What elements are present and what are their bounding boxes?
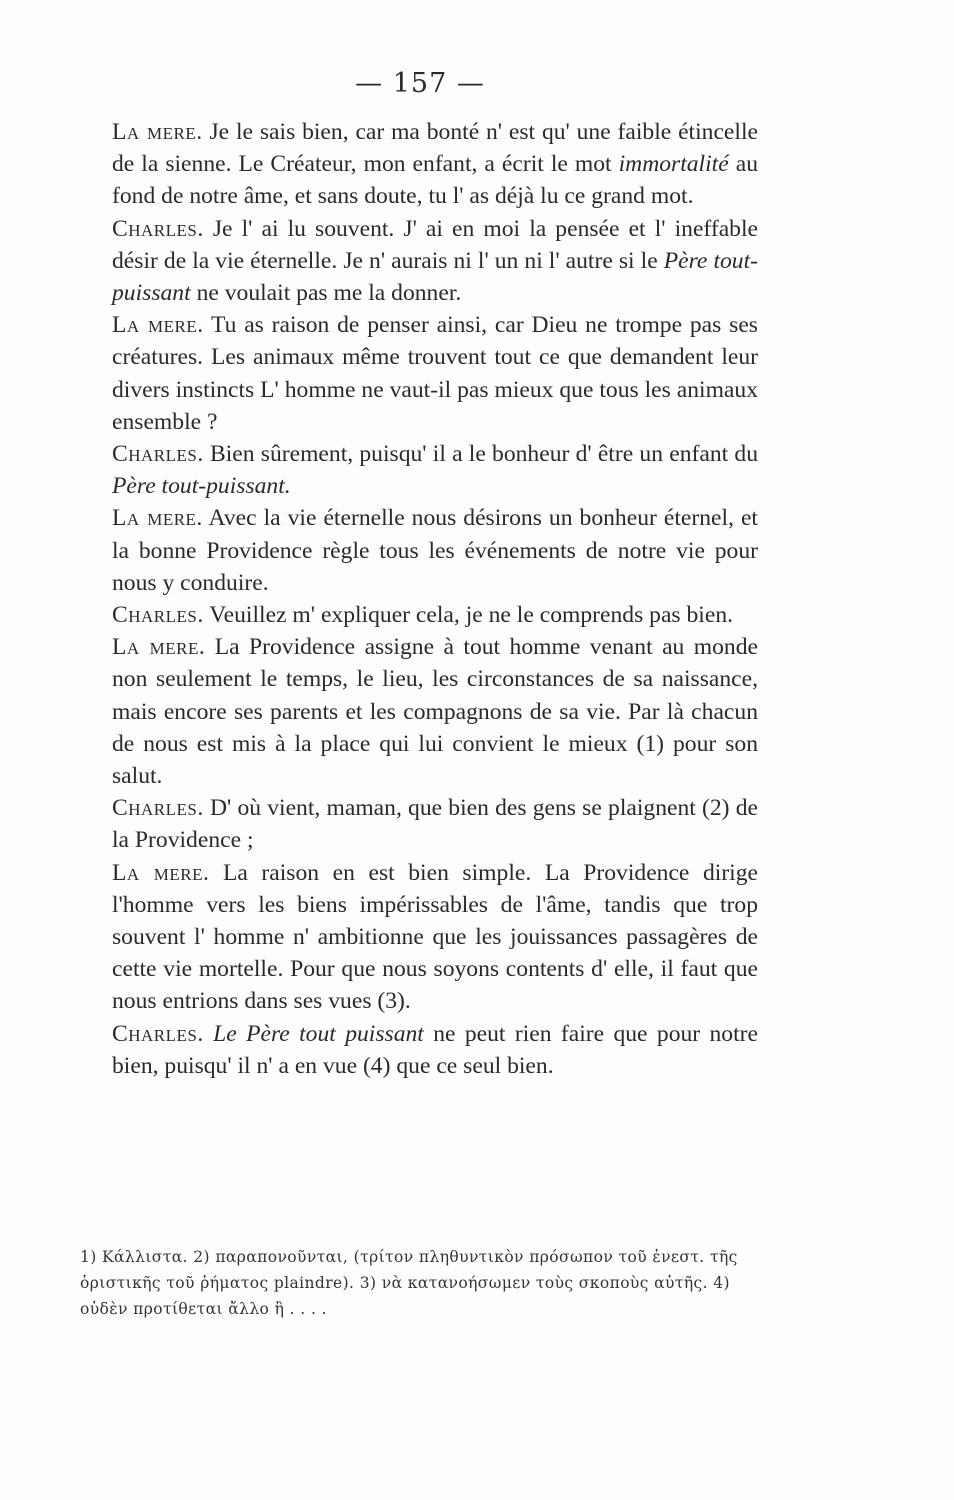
paragraph-text: Veuillez m' expliquer cela, je ne le comprends pas bien.	[203, 602, 734, 629]
speaker-label: La mere.	[112, 119, 203, 145]
paragraph-text: Je l' ai lu souvent. J' ai en moi la pensée et l' ineffable désir de la vie éternelle. Je n' aurais ni l' un ni l' autre si le	[112, 215, 758, 274]
dialogue-paragraph	[112, 599, 758, 631]
dialogue-paragraph	[112, 631, 758, 792]
footnote-line: 1) Κάλλιστα. 2) παραπονοῦνται, (τρίτον πληθυντικὸν πρόσωπον τοῦ ἐνεστ. τῆς	[80, 1248, 738, 1266]
speaker-label: Charles.	[112, 602, 204, 629]
footnote-line: ὁριστικῆς τοῦ ῥήματος plaindre). 3) νὰ κατανοήσωμεν τοὺς σκοποὺς αὐτῆς. 4)	[80, 1274, 730, 1292]
emphasis-text: immortalité	[618, 151, 729, 178]
paragraph-text: Avec la vie éternelle nous désirons un bonheur éternel, et la bonne Providence règle tous les événements de notre vie pour nous y conduire.	[112, 505, 758, 596]
paragraph-text: Bien sûrement, puisqu' il a le bonheur d' être un enfant du	[203, 441, 758, 468]
page-number: — 157 —	[355, 68, 485, 99]
paragraph-text: ne peut rien faire que pour notre bien, puisqu' il n' a en vue (4) que ce seul bien.	[112, 1020, 758, 1079]
emphasis-text: Le Père tout puissant	[213, 1020, 424, 1047]
speaker-label: Charles.	[112, 215, 204, 242]
emphasis-text: Père tout-puissant	[112, 247, 759, 307]
paragraph-text: Tu as raison de penser ainsi, car Dieu ne trompe pas ses créatures. Les animaux même trouvent tout ce que demandent leur divers instincts L' homme ne vaut-il pas mieux que tous les animaux ensemble ?	[112, 312, 758, 435]
speaker-label: La mere.	[112, 505, 203, 532]
emphasis-text: Père tout-puissant.	[112, 473, 291, 500]
speaker-label: La mere.	[112, 312, 204, 339]
speaker-label: Charles.	[112, 441, 204, 468]
dialogue-text	[112, 116, 758, 1082]
paragraph-text: La raison en est bien simple. La Providence dirige l'homme vers les biens impérissables de l'âme, tandis que trop souvent l' homme n' ambitionne que les jouissances passagères de cette vie mortelle. Pour que nous soyons contents d' elle, il faut que nous entrions dans ses vues (3).	[112, 859, 759, 1015]
speaker-label: La mere.	[112, 859, 210, 886]
footnote-line: οὐδὲν προτίθεται ἄλλο ἢ . . . .	[80, 1300, 327, 1318]
paragraph-text	[204, 1021, 213, 1047]
dialogue-paragraph	[112, 213, 758, 310]
paragraph-text: au fond de notre âme, et sans doute, tu l' as déjà lu ce grand mot.	[112, 151, 758, 210]
paragraph-text: ne voulait pas me la donner.	[190, 280, 462, 307]
dialogue-paragraph	[112, 1018, 758, 1082]
speaker-label: La mere.	[112, 634, 206, 661]
dialogue-paragraph	[112, 792, 758, 856]
dialogue-paragraph	[112, 857, 758, 1018]
footnotes	[80, 1244, 770, 1322]
paragraph-text: Je le sais bien, car ma bonté n' est qu' une faible étincelle de la sienne. Le Créateur, mon enfant, a écrit le mot	[112, 119, 758, 178]
paragraph-text: D' où vient, maman, que bien des gens se plaignent (2) de la Providence ;	[112, 795, 758, 854]
dialogue-paragraph	[112, 116, 758, 213]
speaker-label: Charles.	[112, 795, 204, 822]
speaker-label: Charles.	[112, 1020, 204, 1047]
paragraph-text: La Providence assigne à tout homme venant au monde non seulement le temps, le lieu, les circonstances de sa naissance, mais encore ses parents et les compagnons de sa vie. Par là chacun de nous est mis à la place qui lui convient le mieux (1) pour son salut.	[112, 634, 758, 790]
dialogue-paragraph	[112, 438, 758, 502]
dialogue-paragraph	[112, 502, 758, 599]
dialogue-paragraph	[112, 309, 758, 438]
